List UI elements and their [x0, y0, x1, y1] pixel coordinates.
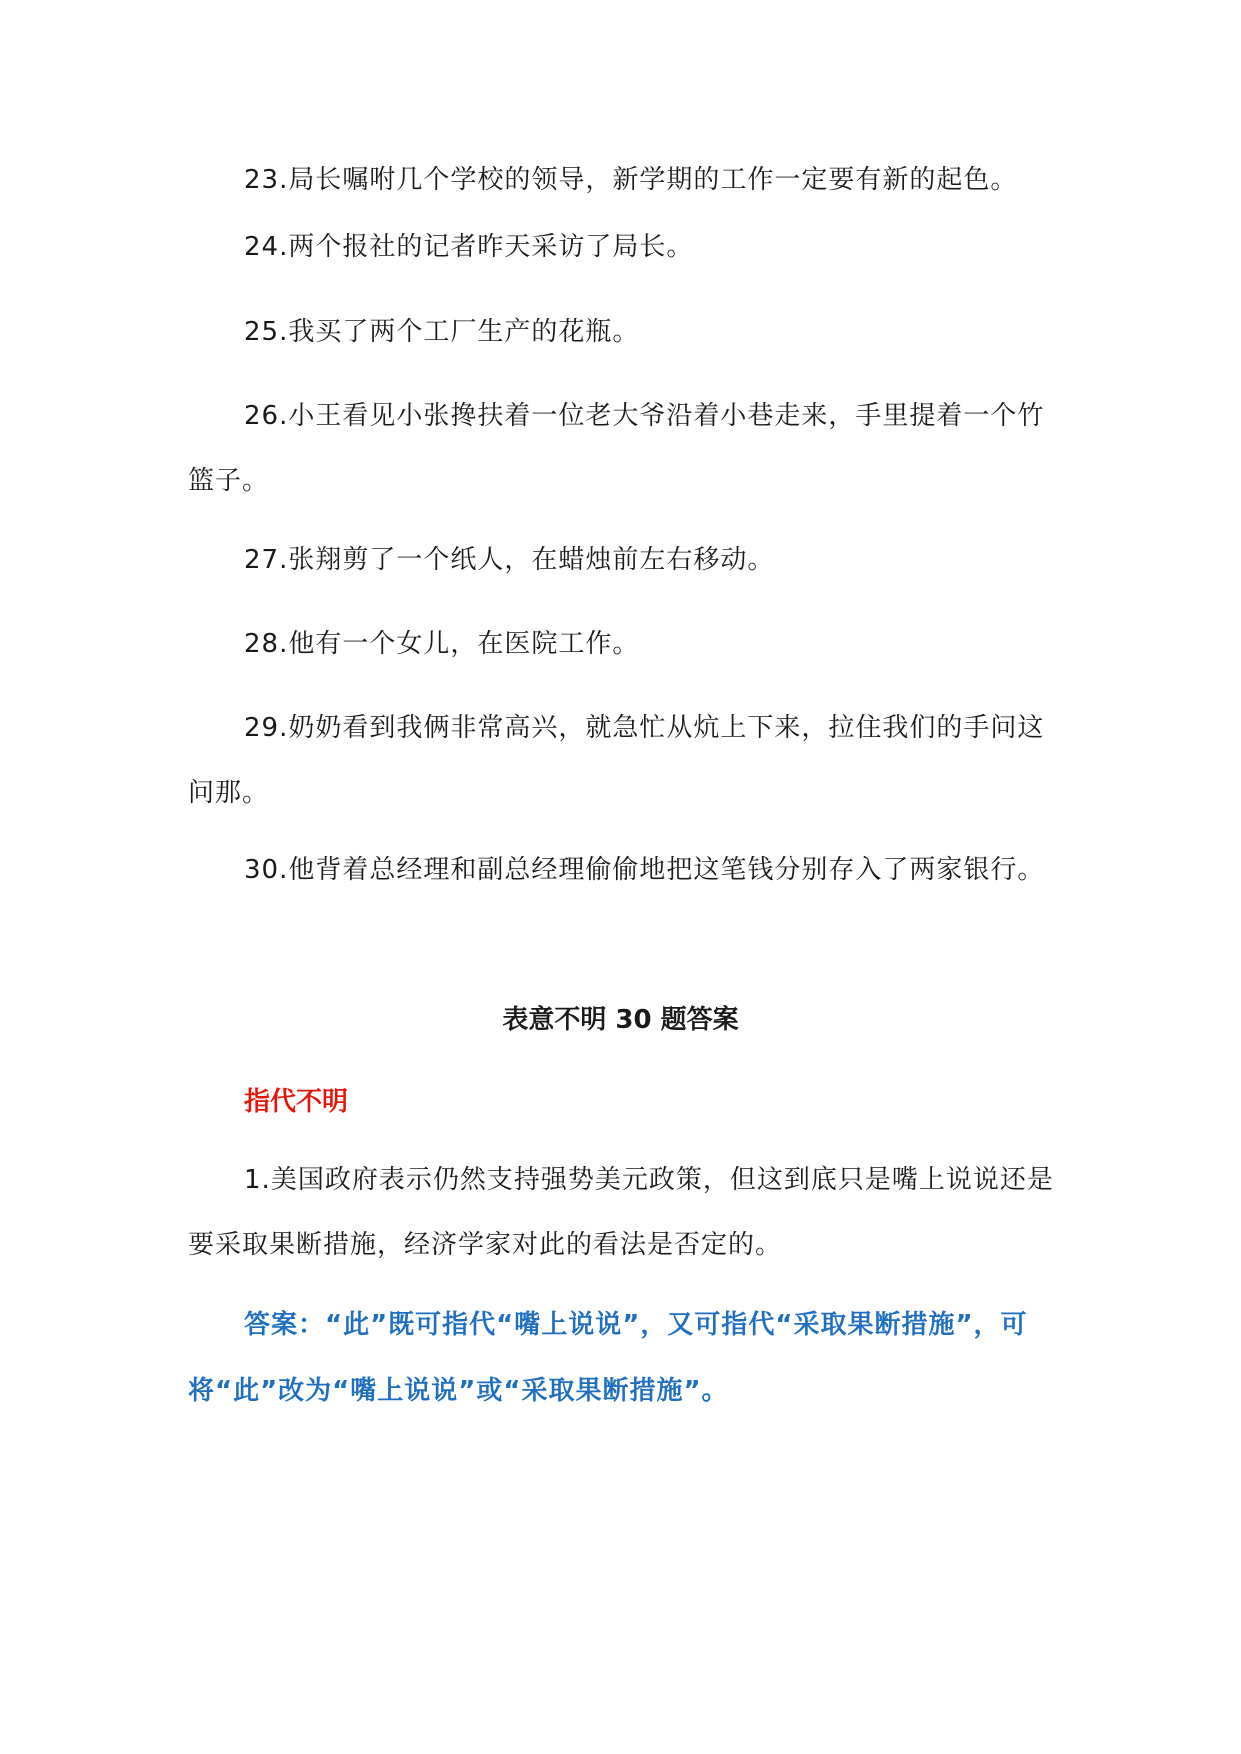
- question-text: 张翔剪了一个纸人，在蜡烛前左右移动。: [288, 545, 775, 575]
- answers-heading: 表意不明 30 题答案: [502, 1005, 739, 1035]
- question-text: 他背着总经理和副总经理偷偷地把这笔钱分别存入了两家银行。: [288, 855, 1045, 885]
- question-text: 两个报社的记者昨天采访了局长。: [288, 232, 694, 262]
- question-number: 26.: [244, 401, 289, 431]
- question-number: 23.: [244, 165, 289, 195]
- question-number: 28.: [244, 629, 289, 659]
- section-label: 指代不明: [244, 1087, 349, 1117]
- question-text: 他有一个女儿，在医院工作。: [288, 629, 640, 659]
- question-text: 我买了两个工厂生产的花瓶。: [288, 317, 640, 347]
- question-25: [188, 300, 1058, 365]
- question-number: 25.: [244, 317, 289, 347]
- question-27: [188, 528, 1058, 593]
- question-text: 奶奶看到我俩非常高兴，就急忙从炕上下来，拉住我们的手问这问那。: [188, 713, 1045, 808]
- question-number: 30.: [244, 855, 289, 885]
- question-23: [188, 148, 1058, 213]
- question-29: [188, 696, 1058, 826]
- question-30: [188, 838, 1058, 903]
- question-28: [188, 612, 1058, 677]
- question-26: [188, 384, 1058, 514]
- question-text: 局长嘱咐几个学校的领导，新学期的工作一定要有新的起色。: [288, 165, 1018, 195]
- answer-item-text: 美国政府表示仍然支持强势美元政策，但这到底只是嘴上说说还是要采取果断措施，经济学家对此的看法是否定的。: [188, 1165, 1054, 1260]
- answer-text: 答案：“此”既可指代“嘴上说说”，又可指代“采取果断措施”，可将“此”改为“嘴上说说”或“采取果断措施”。: [188, 1310, 1028, 1406]
- question-number: 27.: [244, 545, 289, 575]
- question-number: 29.: [244, 713, 289, 743]
- question-24: [188, 215, 1058, 280]
- answer-item-1: [188, 1148, 1058, 1278]
- question-text: 小王看见小张搀扶着一位老大爷沿着小巷走来，手里提着一个竹篮子。: [188, 401, 1045, 496]
- answer-item-number: 1.: [244, 1165, 271, 1195]
- question-number: 24.: [244, 232, 289, 262]
